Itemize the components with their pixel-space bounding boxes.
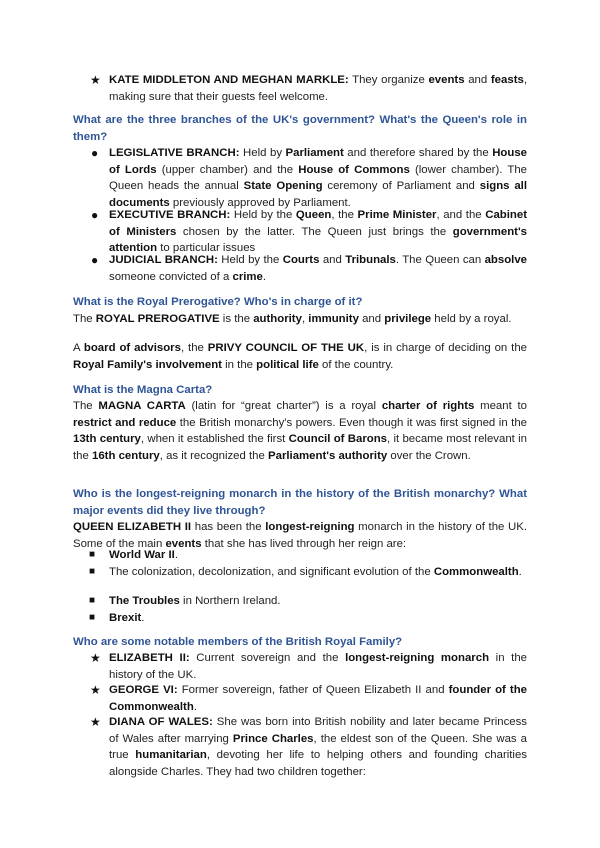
list-item-brexit: ■ Brexit.	[109, 610, 527, 627]
question-heading-longest-reigning: Who is the longest-reigning monarch in the history of the British monarchy? What major events did they live through?	[73, 488, 527, 517]
question-heading-royal-members: Who are some notable members of the British Royal Family?	[73, 636, 403, 648]
paragraph-magna-carta: The MAGNA CARTA (latin for “great charter”) is a royal charter of rights meant to restrict and reduce the British monarchy's powers. Even though it was first signed in the 13th century, when it established the first Council of Barons, it became most relevant in the 16th century, as it recognized the Parliament's authority over the Crown.	[73, 400, 528, 462]
list-item-troubles: ■ The Troubles in Northern Ireland.	[109, 593, 527, 610]
paragraph-queen-elizabeth: QUEEN ELIZABETH II has been the longest-reigning monarch in the history of the UK. Some of the main events that she has lived through her reign are:	[73, 521, 528, 550]
square-bullet-icon: ■	[89, 549, 96, 560]
list-item-judicial: ● JUDICIAL BRANCH: Held by the Courts and Tribunals. The Queen can absolve someone convicted of a crime.	[91, 253, 528, 283]
list-item-colonization: ■ The colonization, decolonization, and significant evolution of the Commonwealth.	[109, 564, 527, 581]
star-bullet-icon: ★	[90, 715, 101, 729]
paragraph-privy-council: A board of advisors, the PRIVY COUNCIL OF THE UK, is in charge of deciding on the Royal Family's involvement in the political life of the country.	[73, 342, 527, 371]
question-heading-magna-carta: What is the Magna Carta?	[73, 384, 213, 396]
question-heading-branches: What are the three branches of the UK's government? What's the Queen's role in them?	[73, 114, 527, 143]
list-item-elizabeth: ★ ELIZABETH II: Current sovereign and the longest-reigning monarch in the history of the UK.	[90, 651, 527, 681]
square-bullet-icon: ■	[89, 612, 96, 623]
list-item-george: ★ GEORGE VI: Former sovereign, father of Queen Elizabeth II and founder of the Commonwealth.	[90, 683, 527, 713]
square-bullet-icon: ■	[89, 566, 96, 577]
list-item-kate-meghan: ★ KATE MIDDLETON AND MEGHAN MARKLE: They organize events and feasts, making sure that their guests feel welcome.	[90, 73, 527, 103]
list-item-legislative: ● LEGISLATIVE BRANCH: Held by Parliament and therefore shared by the House of Lords (upper chamber) and the House of Commons (lower chamber). The Queen heads the annual State Opening ceremony of Parliament and signs all documents previously approved by Parliament.	[91, 146, 527, 209]
question-heading-prerogative: What is the Royal Prerogative? Who's in charge of it?	[73, 296, 363, 308]
paragraph-prerogative: The ROYAL PREROGATIVE is the authority, immunity and privilege held by a royal.	[73, 313, 512, 325]
bullet-icon: ●	[91, 146, 99, 160]
star-bullet-icon: ★	[90, 73, 101, 87]
bullet-icon: ●	[91, 253, 99, 267]
list-item-executive: ● EXECUTIVE BRANCH: Held by the Queen, the Prime Minister, and the Cabinet of Ministers chosen by the latter. The Queen just brings the government's attention to particular issues	[91, 208, 527, 254]
list-item-diana: ★ DIANA OF WALES: She was born into British nobility and later became Princess of Wales after marrying Prince Charles, the eldest son of the Queen. She was a true humanitarian, devoting her life to helping others and founding charities alongside Charles. They had two children together:	[90, 715, 527, 778]
star-bullet-icon: ★	[90, 683, 101, 697]
list-item-ww2: ■ World War II.	[109, 547, 527, 564]
square-bullet-icon: ■	[89, 595, 96, 606]
star-bullet-icon: ★	[90, 651, 101, 665]
bullet-icon: ●	[91, 208, 99, 222]
